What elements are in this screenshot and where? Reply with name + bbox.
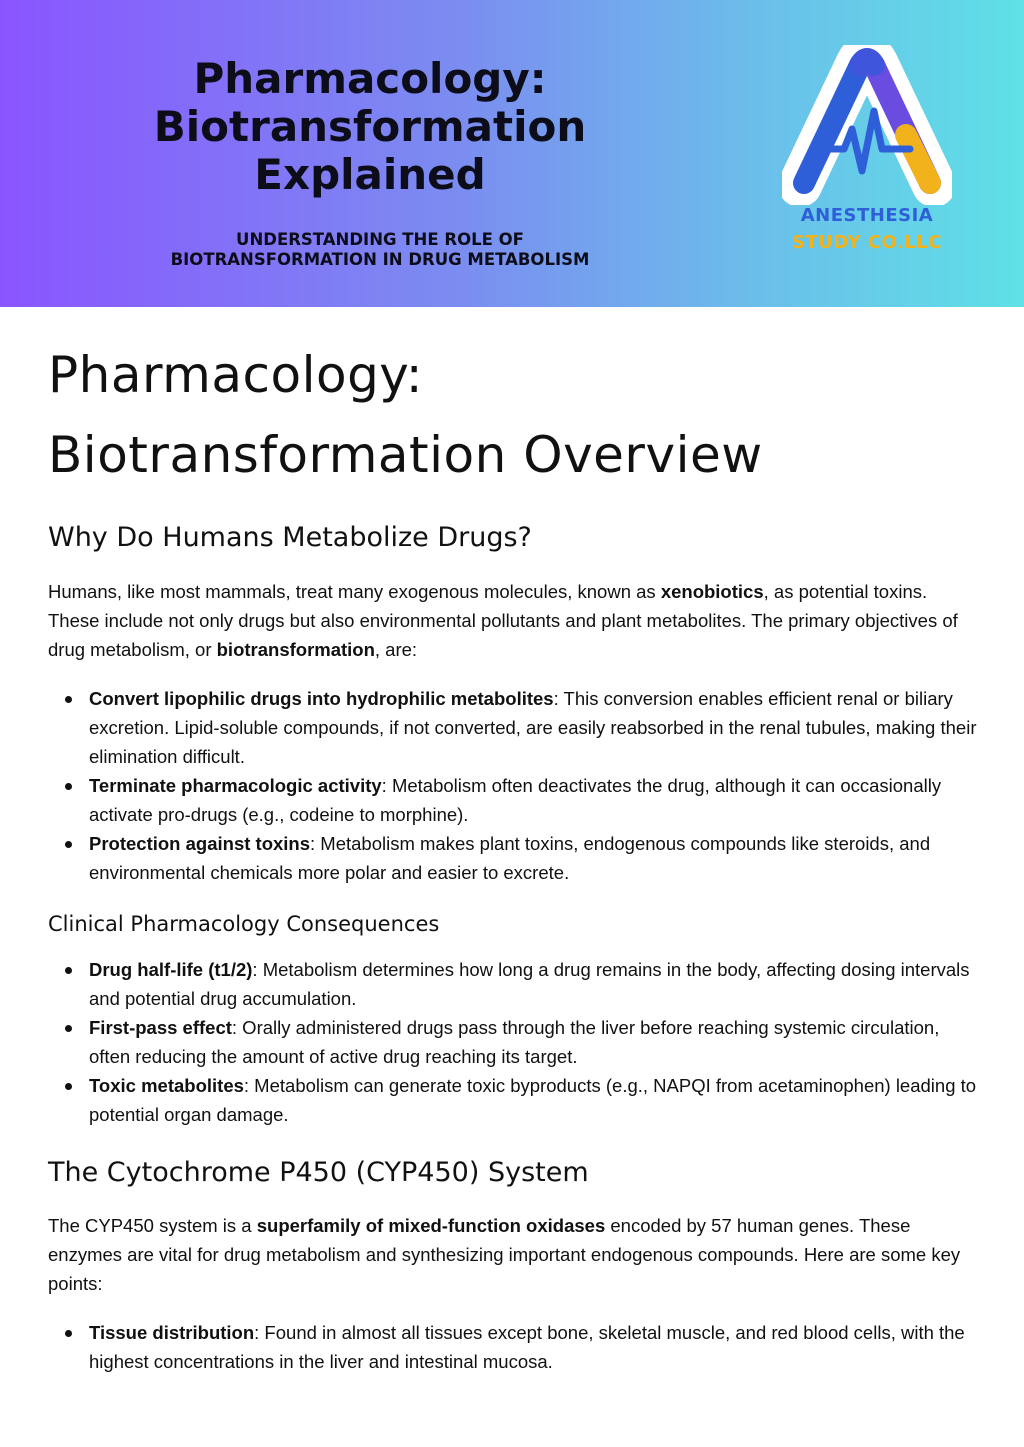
bullet-text: : Metabolism often deactivates the drug, although it can occasionally activate pro-drugs (e.g., codeine to morphine). <box>89 775 942 825</box>
list-item <box>48 771 978 829</box>
banner-subtitle-line: UNDERSTANDING THE ROLE OF <box>236 230 524 249</box>
logo-text-line1: ANESTHESIA <box>800 205 934 226</box>
bullet-text: : Metabolism makes plant toxins, endogenous compounds like steroids, and environmental chemicals more polar and easier to excrete. <box>89 833 931 883</box>
bullet-text: : Metabolism can generate toxic byproducts (e.g., NAPQI from acetaminophen) leading to potential organ damage. <box>89 1075 977 1125</box>
bold-term: superfamily of mixed-function oxidases <box>256 1215 606 1236</box>
company-logo <box>782 45 952 265</box>
cyp450-paragraph <box>48 1211 978 1298</box>
document-body <box>48 335 978 1376</box>
banner-title-line: Pharmacology: <box>193 54 547 103</box>
bullet-term: First-pass effect <box>89 1017 232 1038</box>
banner-subtitle <box>100 230 660 270</box>
banner-title-line: Explained <box>254 150 486 199</box>
section-heading-why-metabolize: Why Do Humans Metabolize Drugs? <box>48 522 532 553</box>
bullet-term: Drug half-life (t1/2) <box>89 959 253 980</box>
logo-text-line2: STUDY CO.LLC <box>792 232 942 253</box>
cyp450-list <box>48 1318 978 1376</box>
bullet-term: Convert lipophilic drugs into hydrophilic metabolites <box>89 688 554 709</box>
list-item <box>48 1013 978 1071</box>
list-item <box>48 684 978 771</box>
document-title-line: Pharmacology: <box>48 346 424 404</box>
objectives-list <box>48 684 978 887</box>
banner-title <box>100 55 640 199</box>
banner-subtitle-line: BIOTRANSFORMATION IN DRUG METABOLISM <box>170 250 590 269</box>
consequences-list <box>48 955 978 1129</box>
text-run: Humans, like most mammals, treat many exogenous molecules, known as <box>48 581 661 602</box>
text-run: encoded by 57 human genes. These enzymes are vital for drug metabolism and synthesizing important endogenous compounds. Here are some key points: <box>48 1215 961 1294</box>
bullet-text: : Found in almost all tissues except bone, skeletal muscle, and red blood cells, with the highest concentrations in the liver and intestinal mucosa. <box>89 1322 965 1372</box>
bold-term: biotransformation <box>216 639 375 660</box>
list-item <box>48 829 978 887</box>
bullet-text: : Orally administered drugs pass through the liver before reaching systemic circulation, often reducing the amount of active drug reaching its target. <box>89 1017 940 1067</box>
list-item <box>48 1318 978 1376</box>
bullet-term: Protection against toxins <box>89 833 311 854</box>
bullet-text: : This conversion enables efficient renal or biliary excretion. Lipid-soluble compounds, if not converted, are easily reabsorbed in the renal tubules, making their elimination difficult. <box>89 688 977 767</box>
bullet-text: : Metabolism determines how long a drug remains in the body, affecting dosing intervals and potential drug accumulation. <box>89 959 970 1009</box>
section-heading-clinical-consequences: Clinical Pharmacology Consequences <box>48 912 440 936</box>
bullet-term: Toxic metabolites <box>89 1075 244 1096</box>
list-item <box>48 955 978 1013</box>
document-title-line: Biotransformation Overview <box>48 426 763 484</box>
document-title <box>48 335 978 495</box>
bold-term: xenobiotics <box>660 581 764 602</box>
section-heading-cyp450: The Cytochrome P450 (CYP450) System <box>48 1157 589 1188</box>
text-run: The CYP450 system is a <box>48 1215 257 1236</box>
letter-a-heartbeat-icon <box>782 45 952 205</box>
intro-paragraph <box>48 577 978 664</box>
banner-title-line: Biotransformation <box>153 102 587 151</box>
text-run: , as potential toxins. These include not only drugs but also environmental pollutants and plant metabolites. The primary objectives of drug metabolism, or <box>48 581 958 660</box>
list-item <box>48 1071 978 1129</box>
bullet-term: Terminate pharmacologic activity <box>89 775 382 796</box>
bullet-term: Tissue distribution <box>89 1322 255 1343</box>
header-banner <box>0 0 1024 307</box>
text-run: , are: <box>374 639 418 660</box>
